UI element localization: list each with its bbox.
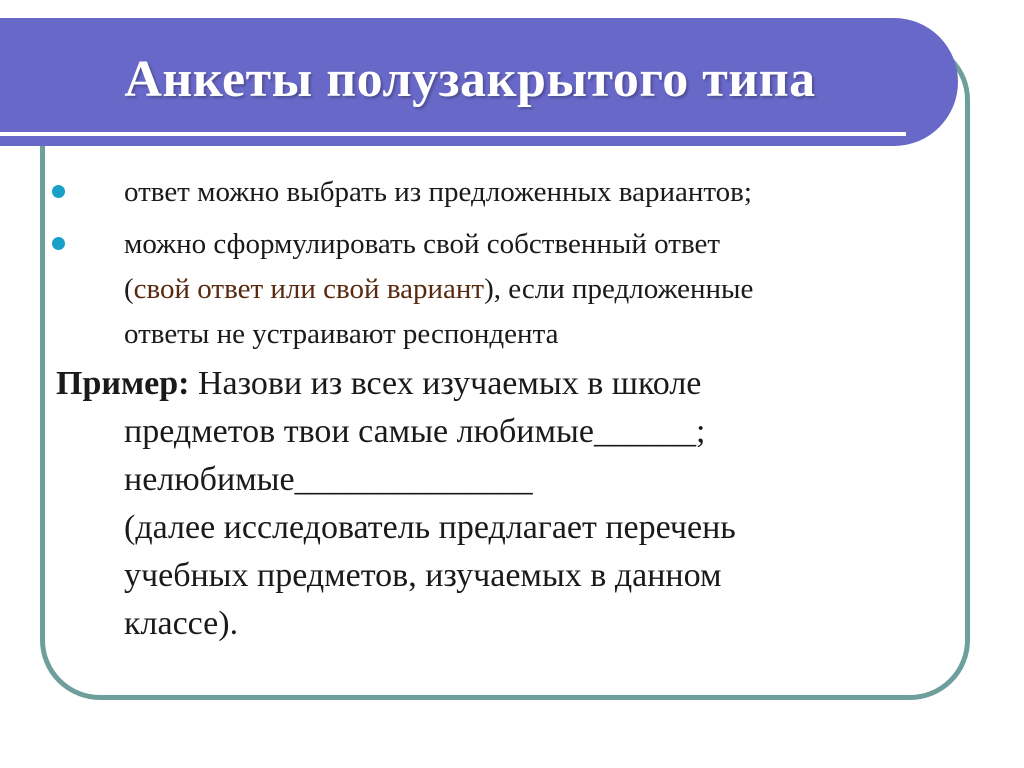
example-line-6: классе).: [124, 605, 239, 642]
bullet-1-text: ответ можно выбрать из предложенных вариантов;: [124, 176, 752, 208]
bullet-item-2: [124, 222, 753, 357]
slide-title: Анкеты полузакрытого типа: [124, 51, 816, 108]
bullet-2-rest: ), если предложенные: [484, 273, 754, 305]
bullet-icon: [52, 237, 65, 250]
example-line-5: учебных предметов, изучаемых в данном: [124, 557, 722, 594]
example-block: [56, 360, 736, 648]
bullet-2-highlight: свой ответ или свой вариант: [133, 273, 485, 305]
example-line-3: нелюбимые______________: [124, 461, 533, 498]
bullet-2-line-3: ответы не устраивают респондента: [124, 318, 559, 350]
example-line-1: Назови из всех изучаемых в школе: [189, 365, 702, 402]
example-line-2: предметов твои самые любимые______;: [124, 413, 706, 450]
bullet-2-line-1: можно сформулировать свой собственный ответ: [124, 228, 721, 260]
example-line-4: (далее исследователь предлагает перечень: [124, 509, 736, 546]
bullet-icon: [52, 185, 65, 198]
bullet-item-1: [124, 170, 752, 215]
example-label: Пример:: [56, 365, 190, 402]
bullet-2-open: (: [124, 273, 134, 305]
